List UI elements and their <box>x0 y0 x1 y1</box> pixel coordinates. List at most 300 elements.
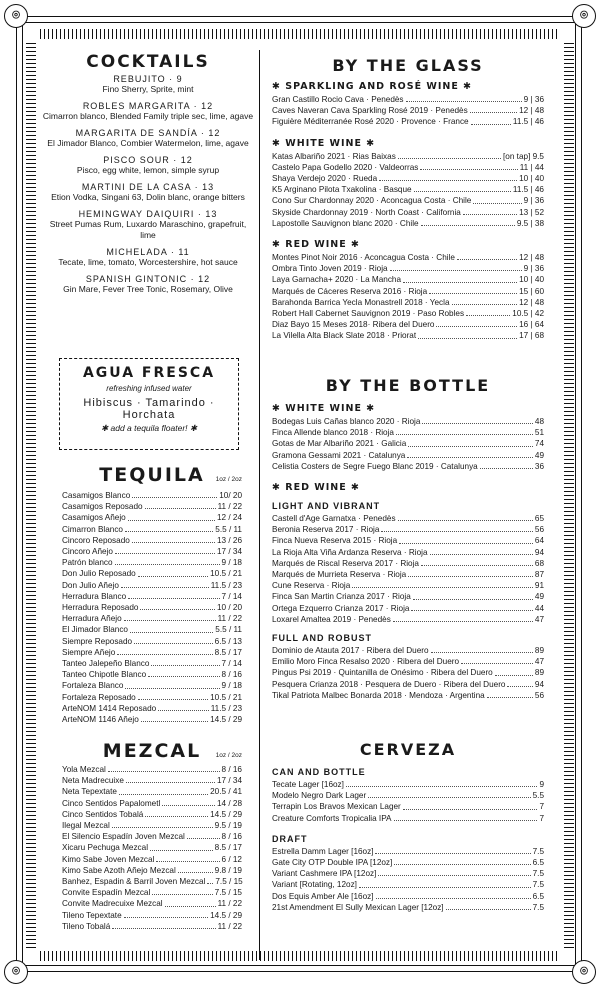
item-price: 10 / 20 <box>216 603 242 613</box>
menu-item-row <box>62 887 242 898</box>
item-price: 11 / 22 <box>217 921 242 931</box>
item-price: 13 / 26 <box>216 535 242 545</box>
menu-item-row <box>62 786 242 797</box>
item-price: 7.5 / 15 <box>215 877 243 887</box>
dot-leader <box>436 319 517 327</box>
cocktail-list <box>42 74 254 295</box>
dot-leader <box>115 546 215 554</box>
menu-item-row <box>272 513 544 524</box>
item-name: Castelo Papa Godello 2020 · Valdeorras <box>272 162 419 172</box>
draft-title: DRAFT <box>272 833 308 844</box>
item-price: 12 | 48 <box>519 253 544 263</box>
red-by-glass-list <box>272 252 544 342</box>
item-price: 12 | 48 <box>519 106 544 116</box>
item-name: El Jimador Blanco <box>62 625 128 635</box>
menu-item-row <box>62 636 242 647</box>
menu-item-row <box>62 854 242 865</box>
item-name: Cimarron Blanco <box>62 524 123 534</box>
menu-item-row <box>62 501 242 512</box>
item-price: 17 / 34 <box>216 776 242 786</box>
agua-fresca-subtitle: refreshing infused water <box>106 384 192 393</box>
item-name: Don Julio Añejo <box>62 580 119 590</box>
dot-leader <box>156 854 219 862</box>
menu-item-row <box>62 714 242 725</box>
item-name: Beronia Reserva 2017 · Rioja <box>272 525 380 535</box>
item-name: Cono Sur Chardonnay 2020 · Aconcagua Costa · Chile <box>272 196 472 206</box>
menu-item-row <box>272 438 544 449</box>
white-bottle-list <box>272 416 544 472</box>
item-price: 44 <box>534 603 544 613</box>
cocktail-name: REBUJITO · 9 <box>113 74 183 84</box>
menu-item-row <box>272 813 544 824</box>
item-price: 94 <box>534 547 544 557</box>
cocktail-description: Cimarron blanco, Blended Family triple sec, lime, agave <box>42 111 254 121</box>
item-price: 8 / 16 <box>221 670 242 680</box>
cocktail-name: MARTINI DE LA CASA · 13 <box>81 182 215 192</box>
item-name: 21st Amendment El Sully Mexican Lager [12oz] <box>272 902 444 912</box>
item-price: 6.5 / 13 <box>214 636 242 646</box>
item-name: Creature Comforts Tropicalia IPA <box>272 813 392 823</box>
dot-leader <box>403 274 517 282</box>
dot-leader <box>150 842 213 850</box>
dot-leader <box>414 184 511 192</box>
item-name: La Vilella Alta Black Slate 2018 · Priorat <box>272 331 417 341</box>
agua-fresca-flavors: Hibiscus · Tamarindo · <box>83 397 215 409</box>
item-name: Dos Equis Amber Ale [16oz] <box>272 891 374 901</box>
agua-fresca-box <box>59 358 239 450</box>
item-price: 8 / 16 <box>221 832 242 842</box>
item-price: 5.5 / 11 <box>215 625 242 635</box>
logo-icon: ⌾ <box>572 4 596 28</box>
cocktail-name: ROBLES MARGARITA · 12 <box>82 101 214 111</box>
item-name: ArteNOM 1146 Añejo <box>62 715 139 725</box>
menu-item-row <box>272 569 544 580</box>
dot-leader <box>507 679 532 687</box>
item-name: Cinco Sentidos Tobalá <box>62 809 144 819</box>
dot-leader <box>466 308 510 316</box>
menu-item-row <box>62 624 242 635</box>
dot-leader <box>128 512 215 520</box>
item-price: 9 / 18 <box>221 681 242 691</box>
dot-leader <box>394 813 538 821</box>
cocktail-name: MARGARITA DE SANDÍA · 12 <box>75 128 221 138</box>
item-price: 49 <box>534 450 544 460</box>
item-price: 6.5 <box>532 891 544 901</box>
dot-leader <box>346 779 538 787</box>
item-price: 8.5 / 17 <box>214 647 242 657</box>
item-price: 5.5 <box>532 791 544 801</box>
dot-leader <box>393 614 533 622</box>
menu-item-row <box>272 427 544 438</box>
item-name: Siempre Reposado <box>62 636 133 646</box>
item-name: Estrella Damm Lager [16oz] <box>272 846 374 856</box>
menu-item-row <box>272 330 544 341</box>
item-price: 7.5 <box>532 880 544 890</box>
item-name: El Silencio Espadín Joven Mezcal <box>62 832 185 842</box>
item-price: 48 <box>534 417 544 426</box>
by-the-glass-section <box>272 56 544 342</box>
dot-leader <box>121 580 209 588</box>
item-name: Fortaleza Reposado <box>62 692 136 702</box>
by-the-bottle-title: BY THE BOTTLE <box>325 376 491 395</box>
dot-leader <box>125 680 219 688</box>
menu-item-row <box>62 692 242 703</box>
item-price: 64 <box>534 536 544 546</box>
full-robust-list <box>272 645 544 701</box>
menu-item-row <box>272 94 544 105</box>
dot-leader <box>463 207 517 215</box>
cocktails-title: COCKTAILS <box>86 52 210 72</box>
dot-leader <box>132 535 215 543</box>
item-name: Tanteo Jalepeño Blanco <box>62 659 150 669</box>
left-column <box>42 52 254 295</box>
menu-item-row <box>62 820 242 831</box>
dot-leader <box>138 568 208 576</box>
menu-item-row <box>62 568 242 579</box>
item-price: 9.5 / 19 <box>214 821 242 831</box>
menu-item-row <box>272 450 544 461</box>
dot-leader <box>145 501 216 509</box>
draft-list <box>272 846 544 913</box>
menu-item-row <box>272 535 544 546</box>
item-name: Diaz Bayo 15 Meses 2018· Ribera del Duero <box>272 320 435 330</box>
item-name: Cune Reserva · Rioja <box>272 581 351 591</box>
menu-item-row <box>62 842 242 853</box>
item-name: Ombra Tinto Joven 2019 · Rioja <box>272 264 388 274</box>
dot-leader <box>375 846 530 854</box>
item-name: Neta Madrecuixe <box>62 776 124 786</box>
tequila-sizes: 1oz / 2oz <box>215 476 242 483</box>
dot-leader <box>446 902 531 910</box>
sparkling-list <box>272 94 544 128</box>
item-price: 9 | 36 <box>523 95 544 104</box>
dot-leader <box>158 703 209 711</box>
dot-leader <box>138 692 208 700</box>
cocktail-name: HEMINGWAY DAIQUIRI · 13 <box>78 209 218 219</box>
item-name: Casamigos Reposado <box>62 502 143 512</box>
item-price: 10.5 / 21 <box>210 569 242 579</box>
cocktail-name: MICHELADA · 11 <box>106 247 190 257</box>
item-price: 11 | 44 <box>519 162 544 172</box>
dot-leader <box>119 786 208 794</box>
item-price: 14.5 / 29 <box>210 910 242 920</box>
can-bottle-list <box>272 779 544 824</box>
full-robust-title: FULL AND ROBUST <box>272 633 372 644</box>
item-name: Herradura Reposado <box>62 603 139 613</box>
dot-leader <box>124 910 208 918</box>
item-price: 91 <box>534 581 544 591</box>
item-name: Banhez, Espadin & Barril Joven Mezcal <box>62 877 206 887</box>
red-by-glass-title: ✱ RED WINE ✱ <box>272 239 360 251</box>
menu-item-row <box>62 910 242 921</box>
item-price: 6 / 12 <box>221 854 242 864</box>
dot-leader <box>430 547 533 555</box>
item-price: 14 / 28 <box>216 798 242 808</box>
item-price: 13 | 52 <box>519 207 544 217</box>
item-name: Loxarel Amaltea 2019 · Penedès <box>272 614 391 624</box>
item-price: 9 <box>539 780 544 789</box>
agua-fresca-title: AGUA FRESCA <box>82 365 216 381</box>
item-price: 11 / 22 <box>217 502 242 512</box>
menu-item-row <box>272 416 544 427</box>
dot-leader <box>379 173 517 181</box>
dot-leader <box>152 887 212 895</box>
item-price: 15 | 60 <box>519 286 544 296</box>
dot-leader <box>452 297 518 305</box>
dot-leader <box>368 790 530 798</box>
white-bottle-title: ✱ WHITE WINE ✱ <box>272 403 376 414</box>
item-name: Figuière Méditerranée Rosé 2020 · Provence · France <box>272 117 469 127</box>
item-price: 12 | 48 <box>519 297 544 307</box>
dot-leader <box>408 569 533 577</box>
menu-item-row <box>62 535 242 546</box>
menu-item-row <box>272 580 544 591</box>
mezcal-title: MEZCAL <box>102 740 202 762</box>
item-name: La Rioja Alta Viña Ardanza Reserva · Rioja <box>272 547 428 557</box>
item-name: Marqués de Cáceres Reserva 2016 · Rioja <box>272 286 428 296</box>
logo-icon: ⌾ <box>4 960 28 984</box>
border-hatch-bottom <box>40 951 560 961</box>
dot-leader <box>480 461 533 469</box>
item-price: 10 | 40 <box>519 275 544 285</box>
menu-item-row <box>272 461 544 472</box>
item-name: Convite Madrecuixe Mezcal <box>62 899 163 909</box>
dot-leader <box>359 879 531 887</box>
agua-fresca-horchata: Horchata <box>122 409 176 421</box>
menu-item-row <box>272 679 544 690</box>
menu-item-row <box>272 790 544 801</box>
item-name: Kimo Sabe Joven Mezcal <box>62 854 155 864</box>
menu-item-row <box>272 252 544 263</box>
item-name: Xicaru Pechuga Mezcal <box>62 843 149 853</box>
item-name: Herradura Añejo <box>62 614 122 624</box>
item-name: Castell d'Age Garnatxa · Penedès <box>272 514 396 524</box>
item-name: Ilegal Mezcal <box>62 821 110 831</box>
border-hatch-top <box>40 29 560 39</box>
menu-item-row <box>62 557 242 568</box>
dot-leader <box>461 656 533 664</box>
by-the-glass-title: BY THE GLASS <box>332 56 484 75</box>
item-price: 9.5 | 38 <box>516 218 544 228</box>
item-price: 7.5 <box>532 902 544 912</box>
item-name: Dominio de Atauta 2017 · Ribera del Duero <box>272 646 429 656</box>
dot-leader <box>390 263 522 271</box>
can-bottle-title: CAN AND BOTTLE <box>272 767 366 777</box>
dot-leader <box>162 798 215 806</box>
item-name: Neta Tepextate <box>62 787 117 797</box>
item-price: 68 <box>534 558 544 568</box>
dot-leader <box>406 94 522 102</box>
dot-leader <box>471 116 511 124</box>
menu-item-row <box>272 319 544 330</box>
item-name: Finca San Martin Crianza 2017 · Rioja <box>272 592 411 602</box>
item-name: Kimo Sabe Azoth Añejo Mezcal <box>62 865 176 875</box>
menu-item-row <box>272 184 544 195</box>
menu-item-row <box>62 680 242 691</box>
menu-item-row <box>272 286 544 297</box>
item-price: 56 <box>534 525 544 535</box>
item-name: Tikal Patriota Malbec Bonarda 2018 · Mendoza · Argentina <box>272 690 485 700</box>
menu-item-row <box>62 546 242 557</box>
red-bottle-title: ✱ RED WINE ✱ <box>272 482 360 494</box>
menu-item-row <box>272 558 544 569</box>
menu-item-row <box>272 614 544 625</box>
item-name: Gate City OTP Double IPA [12oz] <box>272 858 393 868</box>
dot-leader <box>422 416 533 424</box>
cocktail-description: Etion Vodka, Singani 63, Dolin blanc, orange bitters <box>51 192 245 202</box>
item-name: Laya Garnacha+ 2020 · La Mancha <box>272 275 402 285</box>
item-price: 36 <box>534 461 544 471</box>
menu-item-row <box>62 512 242 523</box>
item-name: Emilio Moro Finca Resalso 2020 · Ribera del Duero <box>272 657 460 667</box>
dot-leader <box>495 667 533 675</box>
menu-item-row <box>62 798 242 809</box>
item-name: Barahonda Barrica Yecla Monastrell 2018 · Yecla <box>272 297 450 307</box>
dot-leader <box>178 865 213 873</box>
dot-leader <box>399 535 533 543</box>
item-price: 7 / 14 <box>221 591 242 601</box>
dot-leader <box>413 591 533 599</box>
item-price: 7 <box>539 802 544 812</box>
dot-leader <box>421 558 533 566</box>
white-by-glass-title: ✱ WHITE WINE ✱ <box>272 137 376 149</box>
item-name: Ortega Ezquerro Crianza 2017 · Rioja <box>272 603 410 613</box>
item-name: Fortaleza Blanco <box>62 681 124 691</box>
cocktail-description: Fino Sherry, Sprite, mint <box>102 84 194 94</box>
item-name: Bodegas Luis Cañas blanco 2020 · Rioja <box>272 417 421 426</box>
dot-leader <box>352 580 533 588</box>
menu-item-row <box>272 173 544 184</box>
item-price: 9 | 36 <box>523 264 544 274</box>
mezcal-list <box>62 764 242 932</box>
column-divider <box>259 50 260 960</box>
item-price: 11.5 | 46 <box>512 117 544 127</box>
item-price: 74 <box>534 439 544 449</box>
menu-item-row <box>272 274 544 285</box>
dot-leader <box>420 162 517 170</box>
dot-leader <box>408 438 533 446</box>
item-name: K5 Arginano Pilota Txakolina · Basque <box>272 185 412 195</box>
dot-leader <box>132 490 217 498</box>
menu-item-row <box>272 902 544 913</box>
item-name: Montes Pinot Noir 2016 · Aconcagua Costa · Chile <box>272 253 455 263</box>
light-vibrant-list <box>272 513 544 625</box>
item-name: Don Julio Reposado <box>62 569 136 579</box>
cocktail-description: Pisco, egg white, lemon, simple syrup <box>76 165 220 175</box>
item-price: 11 / 22 <box>217 614 242 624</box>
menu-item-row <box>272 547 544 558</box>
menu-item-row <box>272 667 544 678</box>
menu-item-row <box>62 764 242 775</box>
border-hatch-left <box>26 40 36 948</box>
menu-item-row <box>272 891 544 902</box>
item-price: 10 | 40 <box>519 174 544 184</box>
item-price: 47 <box>534 657 544 667</box>
menu-item-row <box>272 308 544 319</box>
item-name: Tecate Lager [16oz] <box>272 780 344 789</box>
menu-item-row <box>62 865 242 876</box>
cocktail-description: Tecate, lime, tomato, Worcestershire, hot sauce <box>58 257 238 267</box>
item-name: Tanteo Chipotle Blanco <box>62 670 147 680</box>
item-name: Convite Espadín Mezcal <box>62 888 151 898</box>
logo-icon: ⌾ <box>572 960 596 984</box>
menu-item-row <box>62 591 242 602</box>
menu-item-row <box>62 490 242 501</box>
item-price: 6.5 <box>532 858 544 868</box>
menu-item-row <box>62 831 242 842</box>
dot-leader <box>398 151 501 159</box>
border-hatch-right <box>564 40 574 948</box>
item-price: 11.5 / 23 <box>210 703 242 713</box>
item-price: 14.5 / 29 <box>210 715 242 725</box>
dot-leader <box>117 647 212 655</box>
item-price: 7.5 <box>532 846 544 856</box>
item-name: Shaya Verdejo 2020 · Rueda <box>272 174 378 184</box>
item-price: 11 / 22 <box>217 899 242 909</box>
menu-item-row <box>62 580 242 591</box>
dot-leader <box>125 524 213 532</box>
item-price: 89 <box>534 668 544 678</box>
item-price: 17 / 34 <box>216 547 242 557</box>
menu-item-row <box>62 809 242 820</box>
item-name: Celistia Costers de Segre Fuego Blanc 2019 · Catalunya <box>272 461 478 471</box>
dot-leader <box>140 602 214 610</box>
dot-leader <box>431 645 533 653</box>
item-name: Robert Hall Cabernet Sauvignon 2019 · Paso Robles <box>272 309 465 319</box>
item-name: Marqués de Riscal Reserva 2017 · Rioja <box>272 558 419 568</box>
dot-leader <box>429 286 517 294</box>
dot-leader <box>396 427 533 435</box>
cocktail-description: El Jimador Blanco, Combier Watermelon, lime, agave <box>47 138 249 148</box>
item-price: 51 <box>534 428 544 438</box>
item-name: Gran Castillo Rocio Cava · Penedès <box>272 95 404 104</box>
menu-item-row <box>272 801 544 812</box>
menu-item-row <box>272 524 544 535</box>
item-price: 10.5 / 21 <box>210 692 242 702</box>
item-price: 20.5 / 41 <box>210 787 242 797</box>
item-name: Tileno Tepextate <box>62 910 122 920</box>
cocktail-name: SPANISH GINTONIC · 12 <box>85 274 211 284</box>
dot-leader <box>124 613 216 621</box>
cerveza-title: CERVEZA <box>359 740 457 759</box>
menu-item-row <box>62 775 242 786</box>
dot-leader <box>457 252 517 260</box>
item-name: Siempre Añejo <box>62 647 116 657</box>
item-price: 8.5 / 17 <box>214 843 242 853</box>
dot-leader <box>207 876 213 884</box>
item-price: 11.5 | 46 <box>512 185 544 195</box>
item-price: 47 <box>534 614 544 624</box>
item-name: Variant Cashmere IPA [12oz] <box>272 869 377 879</box>
item-name: Gotas de Mar Albariño 2021 · Galicia <box>272 439 407 449</box>
item-name: Pesquera Crianza 2018 · Pesquera de Duero · Ribera del Duero <box>272 679 506 689</box>
dot-leader <box>134 636 213 644</box>
menu-item-row <box>62 658 242 669</box>
menu-item-row <box>272 151 544 162</box>
item-price: 10.5 | 42 <box>512 309 544 319</box>
dot-leader <box>487 690 533 698</box>
item-name: Skyside Chardonnay 2019 · North Coast · California <box>272 207 461 217</box>
dot-leader <box>187 831 220 839</box>
item-price: 7.5 <box>532 869 544 879</box>
menu-item-row <box>272 779 544 790</box>
item-name: Gramona Gessami 2021 · Catalunya <box>272 450 406 460</box>
mezcal-sizes: 1oz / 2oz <box>215 752 242 759</box>
menu-item-row <box>272 591 544 602</box>
logo-icon: ⌾ <box>4 4 28 28</box>
menu-item-row <box>62 921 242 932</box>
menu-item-row <box>272 857 544 868</box>
